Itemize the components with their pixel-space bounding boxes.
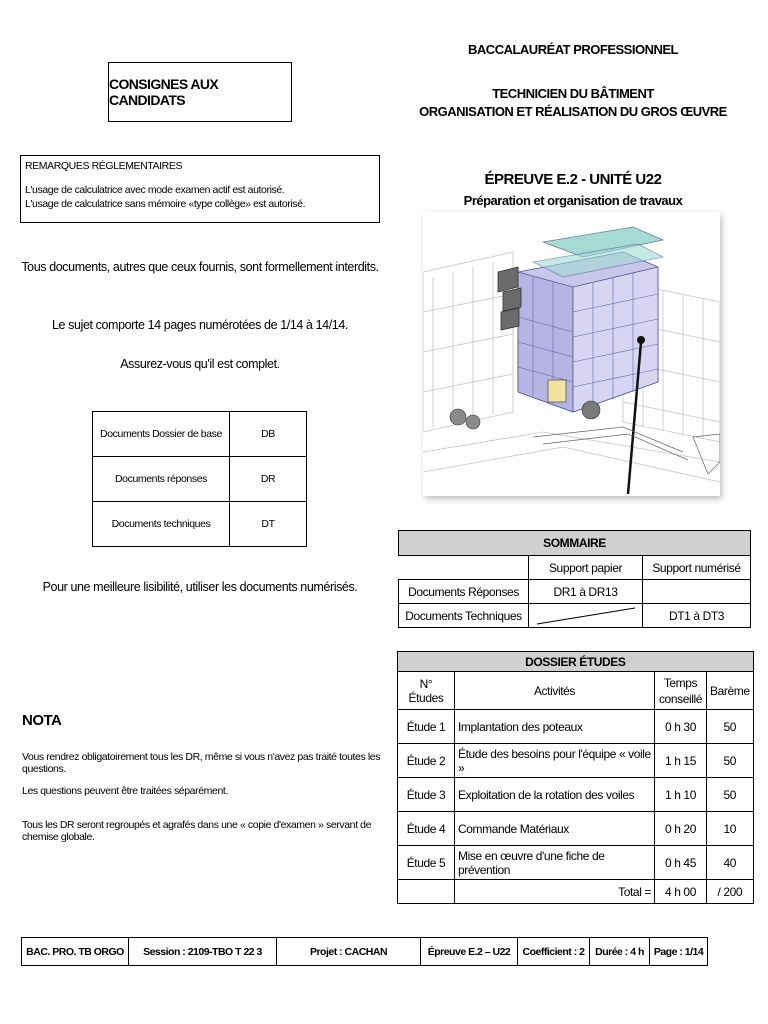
header-bareme: Barème bbox=[707, 672, 754, 710]
etude-num: Étude 4 bbox=[398, 812, 455, 846]
nota-line-2: Les questions peuvent être traitées séparément. bbox=[22, 785, 228, 797]
etude-temps: 1 h 10 bbox=[655, 778, 707, 812]
sommaire-col-numerise: Support numérisé bbox=[643, 556, 751, 580]
header-line-3: ORGANISATION ET RÉALISATION DU GROS ŒUVRE bbox=[419, 104, 727, 119]
etude-activite: Implantation des poteaux bbox=[455, 710, 655, 744]
lisibilite-notice: Pour une meilleure lisibilité, utiliser les documents numérisés. bbox=[42, 580, 358, 594]
table-row bbox=[22, 938, 708, 966]
etude-bareme: 50 bbox=[707, 744, 754, 778]
table-row bbox=[398, 710, 754, 744]
etude-num: Étude 1 bbox=[398, 710, 455, 744]
doc-code: DT bbox=[230, 502, 307, 547]
documents-notice: Tous documents, autres que ceux fournis, sont formellement interdits. bbox=[21, 260, 379, 274]
consignes-box bbox=[108, 62, 292, 122]
table-row bbox=[398, 812, 754, 846]
etude-bareme: 50 bbox=[707, 778, 754, 812]
remarques-box bbox=[20, 155, 380, 223]
table-row bbox=[93, 457, 307, 502]
table-row bbox=[398, 846, 754, 880]
doc-label: Documents Dossier de base bbox=[93, 412, 230, 457]
header-activites: Activités bbox=[455, 672, 655, 710]
table-row bbox=[399, 580, 751, 604]
sommaire-row-papier-crossed bbox=[529, 604, 643, 628]
etude-temps: 0 h 45 bbox=[655, 846, 707, 880]
etude-temps: 0 h 30 bbox=[655, 710, 707, 744]
sommaire-row-numerise: DT1 à DT3 bbox=[643, 604, 751, 628]
footer-page: Page : 1/14 bbox=[650, 938, 708, 966]
footer-bac: BAC. PRO. TB ORGO bbox=[22, 938, 129, 966]
header-temps bbox=[655, 672, 707, 710]
dossier-etudes-table bbox=[397, 651, 754, 904]
table-row bbox=[398, 672, 754, 710]
footer-duree: Durée : 4 h bbox=[590, 938, 650, 966]
documents-table bbox=[92, 411, 307, 547]
total-bareme: / 200 bbox=[707, 880, 754, 904]
footer-projet: Projet : CACHAN bbox=[277, 938, 421, 966]
sommaire-row-label: Documents Techniques bbox=[399, 604, 529, 628]
doc-code: DB bbox=[230, 412, 307, 457]
table-row bbox=[398, 744, 754, 778]
table-row bbox=[398, 778, 754, 812]
etude-temps: 0 h 20 bbox=[655, 812, 707, 846]
sommaire-title: SOMMAIRE bbox=[399, 531, 751, 556]
header-line-2: TECHNICIEN DU BÂTIMENT bbox=[492, 86, 654, 101]
etude-activite: Commande Matériaux bbox=[455, 812, 655, 846]
etude-activite: Exploitation de la rotation des voiles bbox=[455, 778, 655, 812]
footer-session: Session : 2109-TBO T 22 3 bbox=[129, 938, 277, 966]
nota-line-1: Vous rendrez obligatoirement tous les DR, même si vous n'avez pas traité toutes les questions. bbox=[22, 751, 381, 775]
table-row bbox=[399, 604, 751, 628]
etude-bareme: 10 bbox=[707, 812, 754, 846]
total-temps: 4 h 00 bbox=[655, 880, 707, 904]
header-temps-line-1: Temps bbox=[663, 675, 698, 690]
doc-label: Documents réponses bbox=[93, 457, 230, 502]
etude-num: Étude 5 bbox=[398, 846, 455, 880]
footer-table bbox=[21, 937, 708, 966]
etude-bareme: 50 bbox=[707, 710, 754, 744]
consignes-title: CONSIGNES AUX CANDIDATS bbox=[109, 76, 219, 108]
etude-activite: Étude des besoins pour l'équipe « voile » bbox=[455, 744, 655, 778]
table-row bbox=[399, 556, 751, 580]
doc-code: DR bbox=[230, 457, 307, 502]
epreuve-title: ÉPREUVE E.2 - UNITÉ U22 bbox=[484, 171, 662, 188]
sommaire-row-papier: DR1 à DR13 bbox=[529, 580, 643, 604]
pages-notice: Le sujet comporte 14 pages numérotées de 1/14 à 14/14. bbox=[52, 318, 348, 332]
remarques-line-2: L'usage de calculatrice sans mémoire «type collège» est autorisé. bbox=[25, 198, 306, 210]
diagonal-strike bbox=[529, 604, 643, 628]
footer-coefficient: Coefficient : 2 bbox=[518, 938, 590, 966]
header-num: N° Études bbox=[398, 672, 455, 710]
etude-bareme: 40 bbox=[707, 846, 754, 880]
etude-temps: 1 h 15 bbox=[655, 744, 707, 778]
sommaire-row-label: Documents Réponses bbox=[399, 580, 529, 604]
remarques-line-1: L'usage de calculatrice avec mode examen actif est autorisé. bbox=[25, 184, 285, 196]
header-temps-line-2: conseillé bbox=[658, 691, 703, 706]
etude-activite: Mise en œuvre d'une fiche de prévention bbox=[455, 846, 655, 880]
header-line-1: BACCALAURÉAT PROFESSIONNEL bbox=[468, 42, 678, 57]
etude-num: Étude 3 bbox=[398, 778, 455, 812]
table-row bbox=[93, 412, 307, 457]
table-row bbox=[93, 502, 307, 547]
total-label: Total = bbox=[455, 880, 655, 904]
doc-label: Documents techniques bbox=[93, 502, 230, 547]
sommaire-table bbox=[398, 530, 751, 628]
epreuve-subtitle: Préparation et organisation de travaux bbox=[463, 193, 683, 208]
etude-num: Étude 2 bbox=[398, 744, 455, 778]
nota-title: NOTA bbox=[22, 712, 62, 729]
dossier-title: DOSSIER ÉTUDES bbox=[398, 652, 754, 672]
sommaire-col-papier: Support papier bbox=[529, 556, 643, 580]
total-row bbox=[398, 880, 754, 904]
footer-epreuve: Épreuve E.2 – U22 bbox=[421, 938, 518, 966]
complete-notice: Assurez-vous qu'il est complet. bbox=[120, 357, 280, 371]
sommaire-row-numerise bbox=[643, 580, 751, 604]
building-illustration bbox=[423, 212, 720, 496]
nota-line-3: Tous les DR seront regroupés et agrafés dans une « copie d'examen » servant de chemise globale. bbox=[22, 819, 372, 843]
remarques-title: REMARQUES RÉGLEMENTAIRES bbox=[25, 160, 183, 172]
